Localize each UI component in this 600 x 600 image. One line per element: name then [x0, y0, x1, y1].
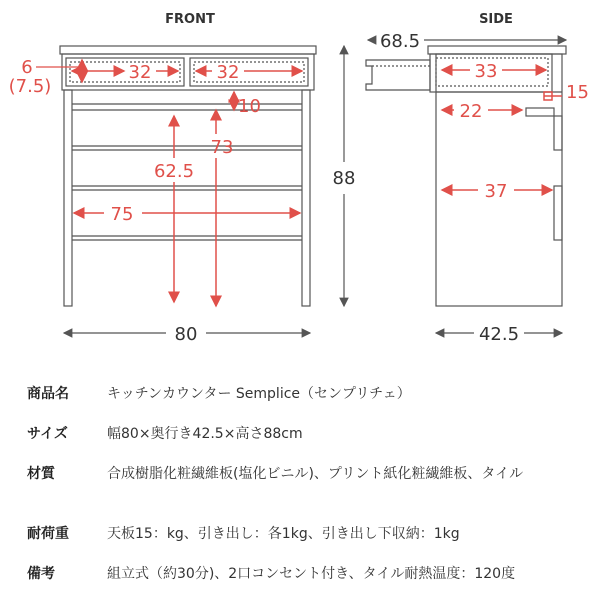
- front-top-board: [60, 46, 316, 54]
- side-view: [366, 46, 566, 306]
- spec-value: 合成樹脂化粧繊維板(塩化ビニル)、プリント紙化粧繊維板、タイル: [107, 466, 524, 482]
- spec-value: 幅80×奥行き42.5×高さ88cm: [107, 426, 303, 442]
- spec-value: 天板15：kg、引き出し：各1kg、引き出し下収納：1kg: [107, 526, 460, 542]
- spec-label: 材質: [27, 466, 55, 482]
- dim-drawer-width-right: 32: [216, 62, 240, 83]
- dim-drawer-height-alt: (7.5): [8, 76, 52, 97]
- side-notch-lower: [554, 186, 562, 240]
- spec-label: 耐荷重: [27, 526, 69, 542]
- spec-label: サイズ: [27, 426, 68, 442]
- side-title: SIDE: [479, 12, 513, 27]
- dim-inner-height-b: 73: [210, 137, 234, 158]
- dim-drawer-width-left: 32: [128, 62, 152, 83]
- front-leg-right: [302, 90, 310, 306]
- side-drawer-extended: [366, 60, 430, 90]
- front-title: FRONT: [165, 12, 215, 27]
- front-drawer-frame: [62, 54, 314, 90]
- front-drawer-right-inner: [194, 62, 304, 82]
- front-leg-left: [64, 90, 72, 306]
- spec-value: 組立式（約30分)、2口コンセント付き、タイル耐熱温度：120度: [107, 566, 516, 582]
- dim-inner-width: 75: [110, 204, 134, 225]
- front-drawer-left-inner: [70, 62, 180, 82]
- side-outlet: [526, 108, 554, 116]
- dim-outlet-depth: 22: [459, 101, 483, 122]
- spec-value: キッチンカウンター Semplice（センプリチェ）: [107, 386, 411, 402]
- dim-shelf-depth: 37: [484, 181, 508, 202]
- spec-label: 商品名: [27, 386, 69, 402]
- dim-total-depth: 42.5: [478, 324, 520, 345]
- side-notch-upper: [554, 116, 562, 150]
- dim-total-width: 80: [174, 324, 198, 345]
- dim-outlet-height: 15: [566, 82, 589, 103]
- spec-label: 備考: [27, 566, 55, 582]
- dim-total-height: 88: [332, 168, 356, 189]
- side-top-board: [428, 46, 566, 54]
- dim-shelf-gap: 10: [238, 96, 261, 117]
- dim-drawer-height: 6: [21, 57, 33, 78]
- dim-drawer-depth: 33: [474, 61, 498, 82]
- dim-inner-height-a: 62.5: [153, 161, 195, 182]
- dim-extended-depth: 68.5: [379, 31, 421, 52]
